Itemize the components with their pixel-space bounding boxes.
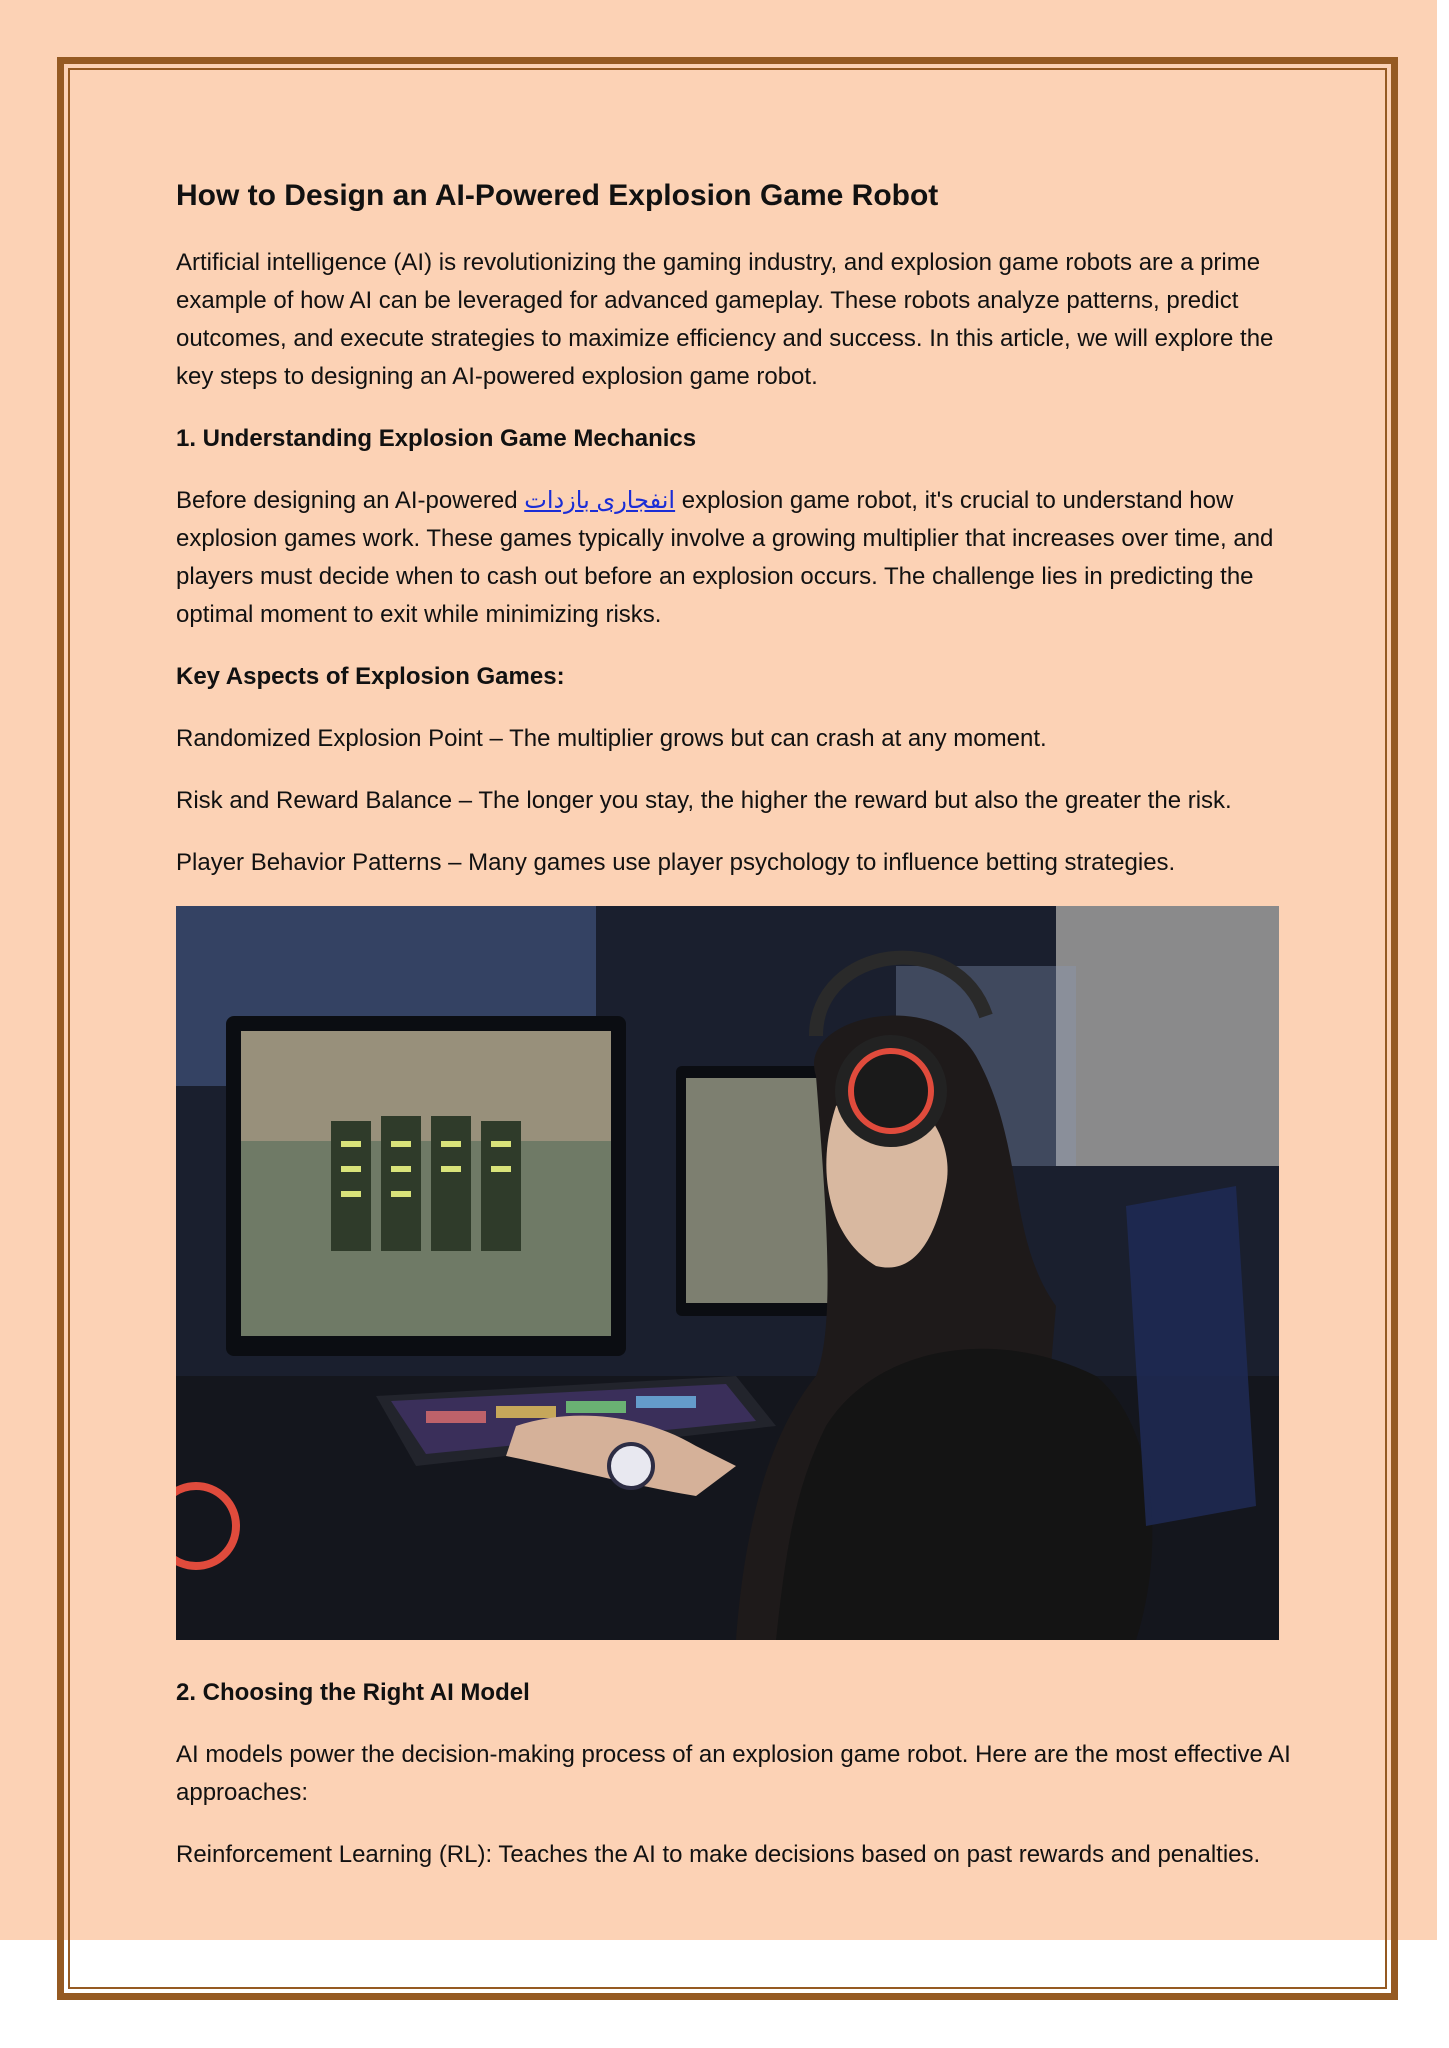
section2-paragraph: AI models power the decision-making process of an explosion game robot. Here are the most effective AI approaches: bbox=[176, 1741, 1291, 1806]
explosion-game-link[interactable]: انفجاری بازدات bbox=[524, 487, 676, 514]
section1-text-before-link: Before designing an AI-powered bbox=[176, 487, 525, 514]
section1-paragraph bbox=[176, 482, 1296, 634]
section1-heading: 1. Understanding Explosion Game Mechanics bbox=[176, 425, 697, 452]
key-aspect-item: Risk and Reward Balance – The longer you stay, the higher the reward but also the greater the risk. bbox=[176, 787, 1232, 814]
section2-heading: 2. Choosing the Right AI Model bbox=[176, 1679, 530, 1706]
section1-text-after-link: explosion game robot, it's crucial to understand how explosion games work. These games typically involve a growing multiplier that increases over time, and players must decide when to cash out before an explosion occurs. The challenge lies in predicting the optimal moment to exit while minimizing risks. bbox=[176, 487, 1274, 628]
key-aspect-item: Player Behavior Patterns – Many games use player psychology to influence betting strategies. bbox=[176, 849, 1176, 876]
gamer-photo-illustration bbox=[176, 906, 1279, 1640]
article-title: How to Design an AI-Powered Explosion Game Robot bbox=[176, 179, 939, 212]
intro-paragraph: Artificial intelligence (AI) is revolutionizing the gaming industry, and explosion game robots are a prime example of how AI can be leveraged for advanced gameplay. These robots analyze patterns, predict outcomes, and execute strategies to maximize efficiency and success. In this article, we will explore the key steps to designing an AI-powered explosion game robot. bbox=[176, 249, 1274, 390]
key-aspect-item: Randomized Explosion Point – The multiplier grows but can crash at any moment. bbox=[176, 725, 1047, 752]
key-aspects-heading: Key Aspects of Explosion Games: bbox=[176, 663, 565, 690]
article-content bbox=[176, 176, 1296, 1898]
section2-item: Reinforcement Learning (RL): Teaches the AI to make decisions based on past rewards and penalties. bbox=[176, 1841, 1261, 1868]
gamer-photo bbox=[176, 906, 1279, 1640]
